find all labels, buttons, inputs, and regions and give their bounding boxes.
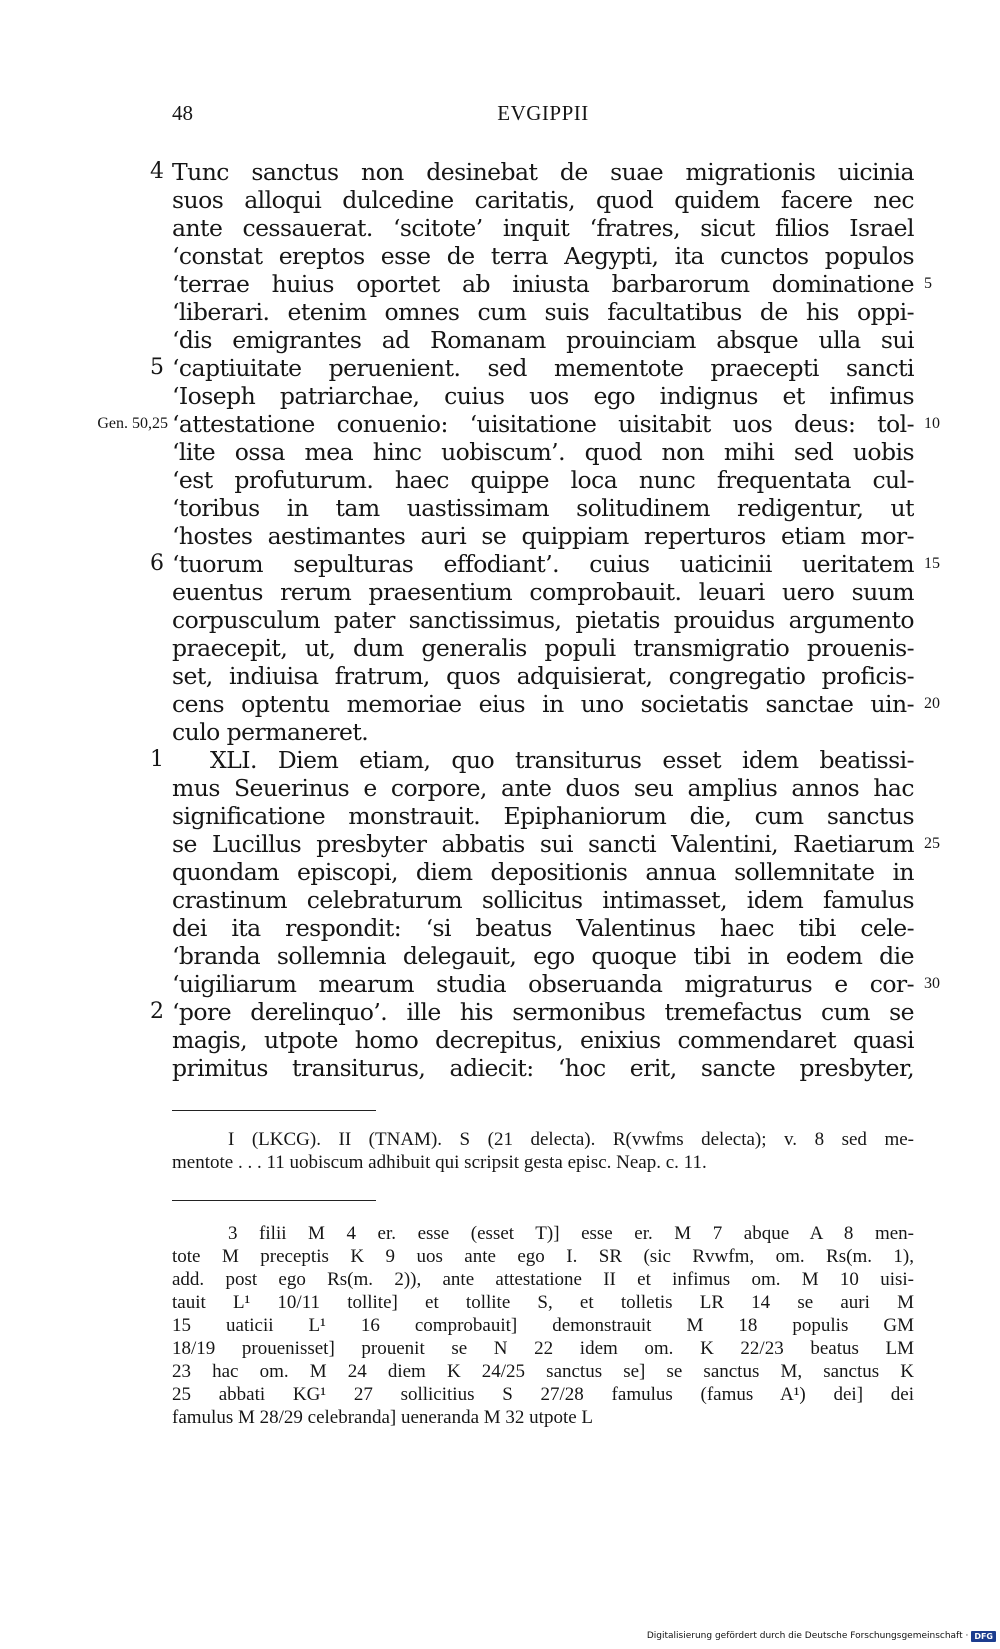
line-text: suos alloqui dulcedine caritatis, quod quidem facere nec — [172, 186, 914, 214]
dfg-logo: DFG — [971, 1631, 996, 1642]
line-text: ‘uigiliarum mearum studia obseruanda migraturus e cor- — [172, 970, 914, 998]
text-line — [0, 606, 1000, 634]
line-number: 30 — [924, 975, 940, 992]
text-line — [0, 1054, 1000, 1082]
apparatus-line: famulus M 28/29 celebranda] ueneranda M 32 utpote L — [172, 1407, 594, 1428]
line-text: ‘tuorum sepulturas effodiant’. cuius uaticinii ueritatem — [172, 550, 914, 578]
line-text: primitus transiturus, adiecit: ‘hoc erit, sancte presbyter, — [172, 1054, 914, 1082]
line-text: set, indiuisa fratrum, quos adquisierat, congregatio proficis- — [172, 662, 914, 690]
line-text: culo permaneret. — [172, 718, 369, 746]
text-line — [0, 718, 1000, 746]
apparatus-line: 18/19 prouenisset] prouenit se N 22 idem om. K 22/23 beatus LM — [172, 1338, 914, 1359]
text-line — [0, 382, 1000, 410]
line-text: ‘est profuturum. haec quippe loca nunc frequentata cul- — [172, 466, 914, 494]
critical-apparatus — [172, 1222, 914, 1429]
text-line — [0, 242, 1000, 270]
section-number: 2 — [150, 999, 164, 1024]
text-line — [0, 914, 1000, 942]
line-text: XLI. Diem etiam, quo transiturus esset idem beatissi- — [210, 746, 914, 774]
line-text: Tunc sanctus non desinebat de suae migrationis uicinia — [172, 158, 914, 186]
line-text: crastinum celebraturum sollicitus intimasset, idem famulus — [172, 886, 914, 914]
running-title: EVGIPPII — [497, 101, 589, 125]
text-line — [0, 830, 1000, 858]
line-text: dei ita respondit: ‘si beatus Valentinus haec tibi cele- — [172, 914, 914, 942]
testimonia-rule — [172, 1110, 376, 1111]
text-line — [0, 522, 1000, 550]
text-line — [0, 494, 1000, 522]
testimonia-line: I (LKCG). II (TNAM). S (21 delecta). R(vwfms delecta); v. 8 sed me- — [228, 1129, 914, 1150]
testimonia-block — [172, 1128, 914, 1174]
apparatus-rule — [172, 1200, 376, 1201]
line-text: ‘Ioseph patriarchae, cuius uos ego indignus et infimus — [172, 382, 914, 410]
text-line — [0, 298, 1000, 326]
line-text: praecepit, ut, dum generalis populi transmigratio prouenis- — [172, 634, 914, 662]
footer-credit — [647, 1629, 996, 1643]
text-line — [0, 662, 1000, 690]
page-header — [172, 101, 914, 129]
line-text: mus Seuerinus e corpore, ante duos seu amplius annos hac — [172, 774, 914, 802]
line-text: ‘liberari. etenim omnes cum suis facultatibus de his oppi- — [172, 298, 914, 326]
line-text: quondam episcopi, diem depositionis annua sollemnitate in — [172, 858, 914, 886]
margin-reference: Gen. 50,25 — [97, 415, 168, 432]
apparatus-line: tauit L¹ 10/11 tollite] et tollite S, et tolletis LR 14 se auri M — [172, 1292, 914, 1313]
line-text: se Lucillus presbyter abbatis sui sancti Valentini, Raetiarum — [172, 830, 914, 858]
apparatus-line: 25 abbati KG¹ 27 sollicitius S 27/28 famulus (famus A¹) dei] dei — [172, 1384, 914, 1405]
text-line — [0, 970, 1000, 998]
section-number: 4 — [150, 159, 164, 184]
line-text: ‘captiuitate peruenient. sed mementote praecepti sancti — [172, 354, 914, 382]
line-text: magis, utpote homo decrepitus, enixius commendaret quasi — [172, 1026, 914, 1054]
text-line — [0, 774, 1000, 802]
line-text: cens optentu memoriae eius in uno societatis sanctae uin- — [172, 690, 914, 718]
line-text: ‘dis emigrantes ad Romanam prouinciam absque ulla sui — [172, 326, 914, 354]
line-text: ‘branda sollemnia delegauit, ego quoque tibi in eodem die — [172, 942, 914, 970]
apparatus-line: 15 uaticii L¹ 16 comprobauit] demonstrauit M 18 populis GM — [172, 1315, 914, 1336]
apparatus-line: 3 filii M 4 er. esse (esset T)] esse er. M 7 abque A 8 men- — [228, 1223, 914, 1244]
text-line — [0, 886, 1000, 914]
line-text: ‘attestatione conuenio: ‘uisitatione uisitabit uos deus: tol- — [172, 410, 914, 438]
text-line — [0, 550, 1000, 578]
line-text: ‘pore derelinquo’. ille his sermonibus tremefactus cum se — [172, 998, 914, 1026]
text-line — [0, 214, 1000, 242]
footer-text: Digitalisierung gefördert durch die Deutsche Forschungsgemeinschaft · — [646, 1631, 969, 1641]
line-number: 5 — [924, 275, 932, 292]
text-line — [0, 634, 1000, 662]
apparatus-line: add. post ego Rs(m. 2)), ante attestatione II et infimus om. M 10 uisi- — [172, 1269, 914, 1290]
line-number: 10 — [924, 415, 940, 432]
line-number: 25 — [924, 835, 940, 852]
line-text: ante cessauerat. ‘scitote’ inquit ‘fratres, sicut filios Israel — [172, 214, 914, 242]
text-line — [0, 998, 1000, 1026]
text-line — [0, 158, 1000, 186]
text-line — [0, 690, 1000, 718]
line-text: ‘hostes aestimantes auri se quippiam reperturos etiam mor- — [172, 522, 914, 550]
text-line — [0, 1026, 1000, 1054]
apparatus-line: 23 hac om. M 24 diem K 24/25 sanctus se] se sanctus M, sanctus K — [172, 1361, 914, 1382]
text-line — [0, 270, 1000, 298]
text-line — [0, 410, 1000, 438]
text-line — [0, 466, 1000, 494]
line-text: ‘toribus in tam uastissimam solitudinem redigentur, ut — [172, 494, 914, 522]
text-line — [0, 942, 1000, 970]
text-line — [0, 746, 1000, 774]
line-number: 15 — [924, 555, 940, 572]
line-text: ‘constat ereptos esse de terra Aegypti, ita cunctos populos — [172, 242, 914, 270]
line-text: ‘terrae huius oportet ab iniusta barbarorum dominatione — [172, 270, 914, 298]
line-number: 20 — [924, 695, 940, 712]
section-number: 1 — [150, 747, 164, 772]
text-line — [0, 326, 1000, 354]
text-line — [0, 858, 1000, 886]
line-text: euentus rerum praesentium comprobauit. leuari uero suum — [172, 578, 914, 606]
text-line — [0, 186, 1000, 214]
testimonia-line: mentote . . . 11 uobiscum adhibuit qui scripsit gesta episc. Neap. c. 11. — [172, 1152, 707, 1173]
line-text: significatione monstrauit. Epiphaniorum die, cum sanctus — [172, 802, 914, 830]
text-line — [0, 578, 1000, 606]
section-number: 5 — [150, 355, 164, 380]
line-text: corpusculum pater sanctissimus, pietatis prouidus argumento — [172, 606, 914, 634]
text-line — [0, 354, 1000, 382]
apparatus-line: tote M preceptis K 9 uos ante ego I. SR (sic Rvwfm, om. Rs(m. 1), — [172, 1246, 914, 1267]
text-line — [0, 802, 1000, 830]
text-line — [0, 438, 1000, 466]
page-number: 48 — [172, 101, 193, 125]
line-text: ‘lite ossa mea hinc uobiscum’. quod non mihi sed uobis — [172, 438, 914, 466]
section-number: 6 — [150, 551, 164, 576]
